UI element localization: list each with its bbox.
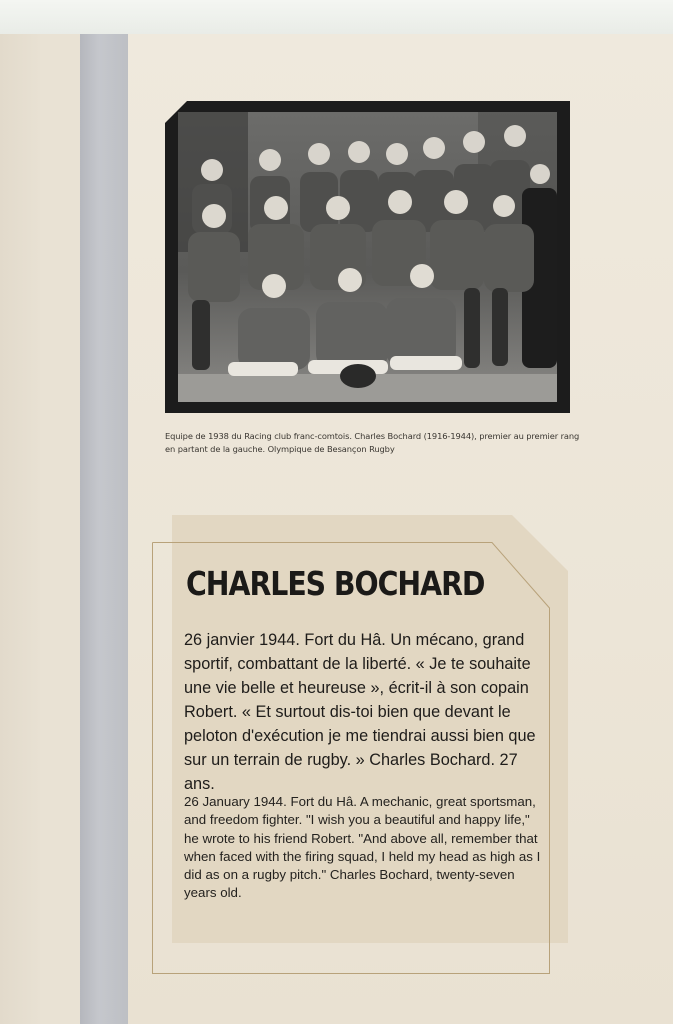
french-text: 26 janvier 1944. Fort du Hâ. Un mécano, grand sportif, combattant de la liberté. « Je te souhaite une vie belle et heureuse », écrit-il à son copain Robert. « Et surtout dis-toi bien que devant le peloton d'exécution je me tiendrai aussi bien que sur un terrain de rugby. » Charles Bochard. 27 ans.	[184, 631, 536, 793]
photo-caption: Equipe de 1938 du Racing club franc-comtois. Charles Bochard (1916-1944), premier au premier rang en partant de la gauche. Olympique de Besançon Rugby	[165, 431, 580, 454]
ceiling	[0, 0, 673, 34]
team-photograph	[165, 101, 570, 413]
panel-title: CHARLES BOCHARD	[186, 564, 485, 603]
wall-left	[0, 34, 40, 1024]
wall-panel	[40, 34, 80, 1024]
rugby-team-photo	[178, 112, 557, 402]
grey-vertical-stripe	[80, 34, 128, 1024]
english-text: 26 January 1944. Fort du Hâ. A mechanic, great sportsman, and freedom fighter. "I wish you a beautiful and happy life," he wrote to his friend Robert. "And above all, remember that when faced with the firing squad, I held my head as high as I did as on a rugby pitch." Charles Bochard, twenty-seven years old.	[184, 794, 541, 901]
